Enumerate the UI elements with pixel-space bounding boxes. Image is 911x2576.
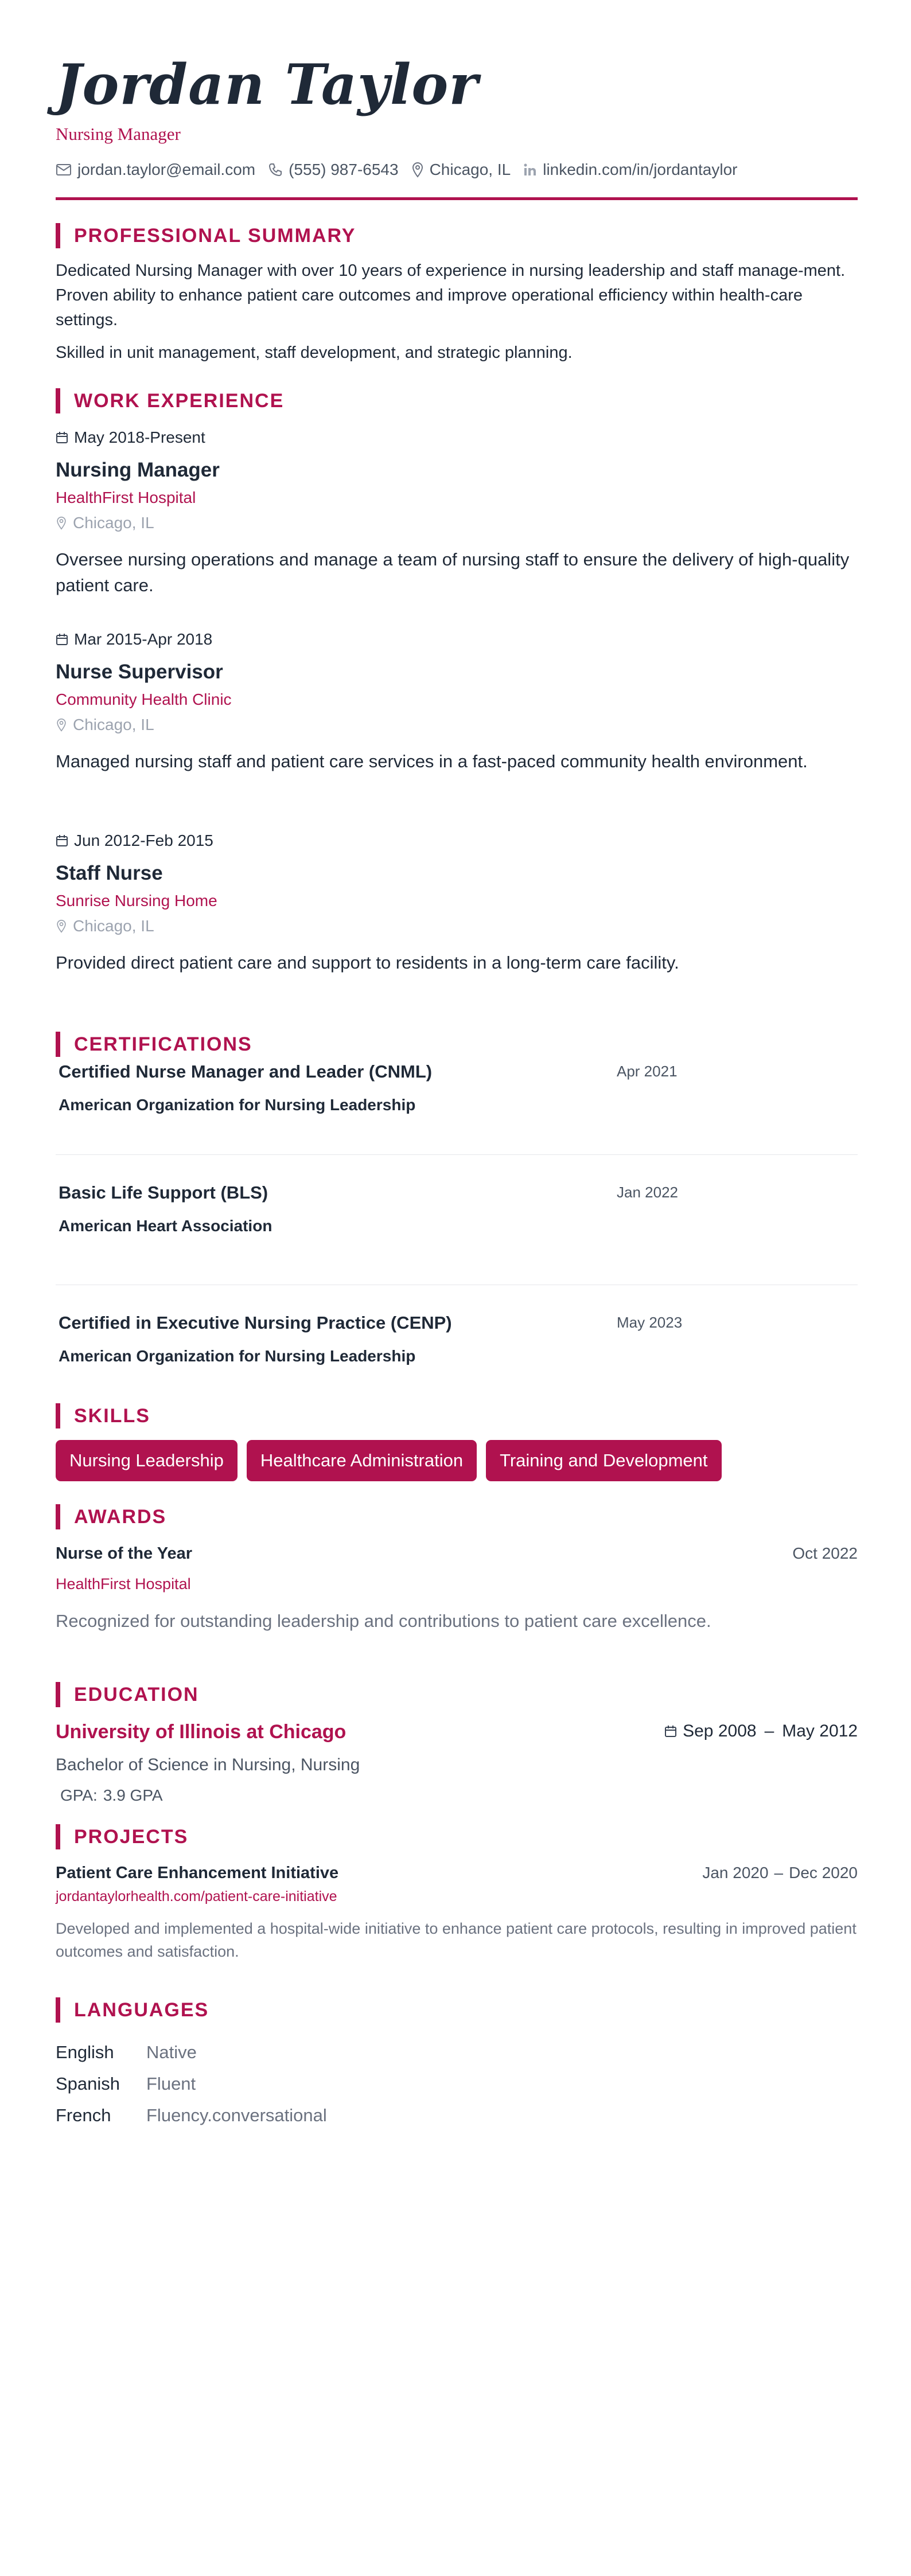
job-company: Sunrise Nursing Home xyxy=(56,892,217,910)
project-title: Patient Care Enhancement Initiative xyxy=(56,1864,339,1882)
job-entry xyxy=(56,628,858,774)
contact-location xyxy=(411,158,511,181)
job-location xyxy=(56,512,858,534)
contact-linkedin[interactable] xyxy=(523,158,737,181)
section-title: PROFESSIONAL SUMMARY xyxy=(74,224,356,247)
language-name: English xyxy=(56,2042,114,2062)
education-heading xyxy=(56,1682,858,1707)
contact-linkedin-text: linkedin.com/in/jordantaylor xyxy=(543,161,738,178)
certification-name: Basic Life Support (BLS) xyxy=(59,1182,268,1203)
resume-content xyxy=(56,50,858,2131)
certification-date: Jan 2022 xyxy=(617,1184,678,1201)
job-entry xyxy=(56,426,858,598)
job-date-text: May 2018-Present xyxy=(74,428,205,446)
language-name: Spanish xyxy=(56,2074,120,2094)
job-title: Nursing Manager xyxy=(56,459,220,481)
job-location xyxy=(56,714,858,736)
section-title: PROJECTS xyxy=(74,1825,189,1848)
certification-entry xyxy=(56,1059,858,1155)
summary-heading xyxy=(56,223,858,248)
contact-phone[interactable] xyxy=(268,158,398,181)
education-entry xyxy=(56,1719,858,1812)
section-accent-bar xyxy=(56,1682,60,1707)
language-level: Native xyxy=(146,2042,197,2062)
certification-org: American Heart Association xyxy=(59,1217,272,1235)
gpa-value: 3.9 GPA xyxy=(103,1786,163,1804)
certification-entry xyxy=(56,1285,858,1383)
certification-name: Certified Nurse Manager and Leader (CNML) xyxy=(59,1061,433,1082)
job-date-text: Mar 2015-Apr 2018 xyxy=(74,630,213,648)
summary-paragraph: Skilled in unit management, staff development, and strategic planning. xyxy=(56,344,573,362)
job-location xyxy=(56,915,858,937)
certification-org: American Organization for Nursing Leadership xyxy=(59,1347,416,1365)
job-date xyxy=(56,829,858,852)
skill-tag: Healthcare Administration xyxy=(247,1440,477,1481)
job-company: HealthFirst Hospital xyxy=(56,489,196,506)
project-end: Dec 2020 xyxy=(789,1864,858,1882)
job-description: Managed nursing staff and patient care services in a fast-paced community health environment. xyxy=(56,751,808,771)
job-location-text: Chicago, IL xyxy=(73,716,154,733)
job-date-text: Jun 2012-Feb 2015 xyxy=(74,832,213,849)
section-title: LANGUAGES xyxy=(74,1999,209,2021)
education-degree: Bachelor of Science in Nursing, Nursing xyxy=(56,1755,360,1774)
education-end: May 2012 xyxy=(782,1722,858,1740)
language-name: French xyxy=(56,2105,111,2125)
certification-date: Apr 2021 xyxy=(617,1063,678,1080)
awards-heading xyxy=(56,1504,858,1529)
skills-list xyxy=(56,1440,858,1481)
award-title: Nurse of the Year xyxy=(56,1544,193,1563)
education-dates xyxy=(664,1719,858,1744)
project-entry xyxy=(56,1861,858,1976)
location-pin-icon xyxy=(56,718,67,732)
section-accent-bar xyxy=(56,1997,60,2023)
section-accent-bar xyxy=(56,223,60,248)
experience-section xyxy=(56,426,858,975)
section-title: AWARDS xyxy=(74,1505,167,1528)
calendar-icon xyxy=(56,834,68,847)
language-level: Fluency.conversational xyxy=(146,2105,327,2125)
mail-icon xyxy=(56,163,72,176)
section-accent-bar xyxy=(56,1504,60,1529)
section-accent-bar xyxy=(56,1824,60,1849)
award-description: Recognized for outstanding leadership and contributions to patient care excellence. xyxy=(56,1611,711,1631)
award-entry xyxy=(56,1542,858,1657)
certifications-section xyxy=(56,1059,858,1383)
contact-email-text: jordan.taylor@email.com xyxy=(77,161,256,178)
job-title: Nurse Supervisor xyxy=(56,661,223,683)
education-start: Sep 2008 xyxy=(683,1722,757,1740)
linkedin-icon xyxy=(523,163,537,177)
candidate-name: Jordan Taylor xyxy=(56,52,478,117)
header-divider xyxy=(56,197,858,200)
education-school: University of Illinois at Chicago xyxy=(56,1721,347,1743)
section-accent-bar xyxy=(56,388,60,413)
languages-list xyxy=(56,2036,858,2131)
location-pin-icon xyxy=(56,919,67,933)
project-start: Jan 2020 xyxy=(702,1864,769,1882)
job-location-text: Chicago, IL xyxy=(73,514,154,532)
calendar-icon xyxy=(664,1725,677,1738)
contact-email[interactable] xyxy=(56,158,255,181)
experience-heading xyxy=(56,388,858,413)
project-link[interactable]: jordantaylorhealth.com/patient-care-initiative xyxy=(56,1888,337,1904)
location-pin-icon xyxy=(411,162,424,178)
calendar-icon xyxy=(56,633,68,646)
gpa-label: GPA: xyxy=(60,1786,98,1804)
contact-bar xyxy=(56,158,858,181)
project-description: Developed and implemented a hospital-wide initiative to enhance patient care protocols, resulting in improved patient outcomes and satisfaction. xyxy=(56,1920,857,1960)
section-title: CERTIFICATIONS xyxy=(74,1033,252,1055)
job-entry xyxy=(56,829,858,975)
certification-entry xyxy=(56,1155,858,1285)
section-title: WORK EXPERIENCE xyxy=(74,389,285,412)
skill-tag: Nursing Leadership xyxy=(56,1440,238,1481)
summary-paragraph: Dedicated Nursing Manager with over 10 years of experience in nursing leadership and staff manage-ment. Proven ability to enhance patient care outcomes and improve operational efficiency within health-care settings. xyxy=(56,261,846,329)
contact-location-text: Chicago, IL xyxy=(429,161,511,178)
calendar-icon xyxy=(56,431,68,444)
project-dates xyxy=(702,1861,858,1885)
certification-name: Certified in Executive Nursing Practice (CENP) xyxy=(59,1313,452,1333)
phone-icon xyxy=(268,162,283,177)
summary-section xyxy=(56,259,858,365)
award-date: Oct 2022 xyxy=(792,1544,858,1562)
language-level: Fluent xyxy=(146,2074,196,2094)
job-description: Provided direct patient care and support to residents in a long-term care facility. xyxy=(56,953,679,973)
education-gpa xyxy=(60,1784,163,1807)
job-company: Community Health Clinic xyxy=(56,690,232,708)
language-row xyxy=(56,2068,858,2099)
skill-tag: Training and Development xyxy=(486,1440,721,1481)
job-description: Oversee nursing operations and manage a team of nursing staff to ensure the delivery of high-quality patient care. xyxy=(56,549,850,595)
job-location-text: Chicago, IL xyxy=(73,917,154,935)
project-date-separator: – xyxy=(774,1864,784,1882)
language-row xyxy=(56,2099,858,2131)
job-date xyxy=(56,426,858,449)
certifications-heading xyxy=(56,1032,858,1057)
job-date xyxy=(56,628,858,651)
section-accent-bar xyxy=(56,1403,60,1428)
education-date-separator: – xyxy=(764,1722,774,1740)
location-pin-icon xyxy=(56,516,67,530)
skills-heading xyxy=(56,1403,858,1428)
language-row xyxy=(56,2036,858,2068)
section-title: SKILLS xyxy=(74,1404,150,1427)
section-title: EDUCATION xyxy=(74,1683,199,1705)
section-accent-bar xyxy=(56,1032,60,1057)
projects-heading xyxy=(56,1824,858,1849)
certification-org: American Organization for Nursing Leadership xyxy=(59,1096,416,1114)
certification-date: May 2023 xyxy=(617,1314,683,1331)
languages-heading xyxy=(56,1997,858,2023)
job-title: Staff Nurse xyxy=(56,862,163,884)
candidate-role: Nursing Manager xyxy=(56,124,181,144)
award-org: HealthFirst Hospital xyxy=(56,1575,191,1593)
contact-phone-text: (555) 987-6543 xyxy=(289,161,399,178)
